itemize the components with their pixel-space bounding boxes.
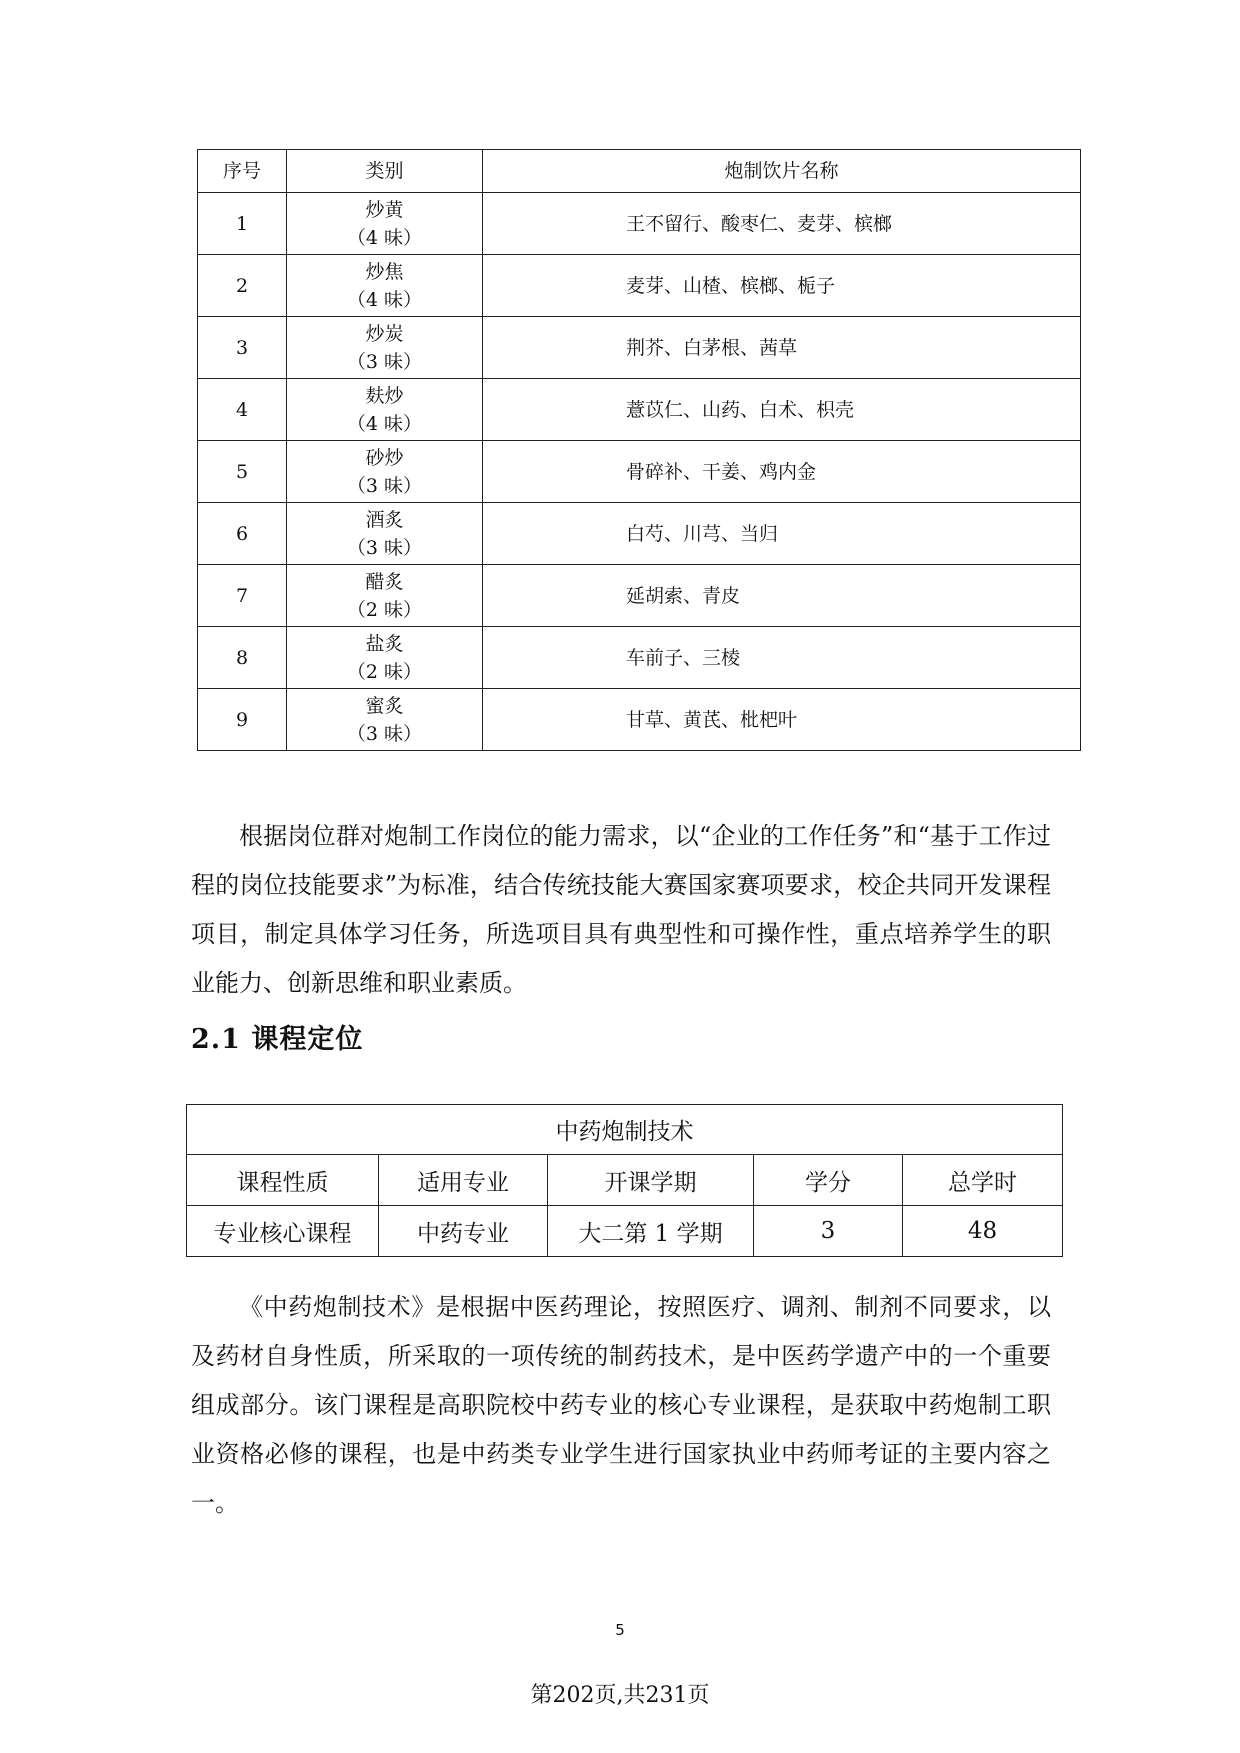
category-name: 盐炙 (365, 632, 404, 655)
course-title-row (187, 1105, 1063, 1155)
row-number: 8 (198, 627, 287, 689)
category-count: （3 味） (346, 474, 423, 497)
value-major: 中药专业 (379, 1206, 548, 1257)
category-name: 炒焦 (365, 260, 404, 283)
table-row (198, 255, 1081, 317)
row-category (287, 317, 483, 379)
row-number: 3 (198, 317, 287, 379)
row-category (287, 193, 483, 255)
category-count: （4 味） (346, 412, 423, 435)
header-cell-items: 炮制饮片名称 (483, 150, 1081, 193)
row-category (287, 255, 483, 317)
category-count: （4 味） (346, 288, 423, 311)
table-row (198, 441, 1081, 503)
row-number: 2 (198, 255, 287, 317)
category-count: （2 味） (346, 598, 423, 621)
row-category (287, 565, 483, 627)
row-category (287, 503, 483, 565)
row-number: 4 (198, 379, 287, 441)
table-row (198, 379, 1081, 441)
row-category (287, 441, 483, 503)
course-value-row (187, 1206, 1063, 1257)
row-items: 车前子、三棱 (483, 627, 1081, 689)
row-category (287, 689, 483, 751)
category-name: 炒黄 (365, 198, 404, 221)
row-number: 5 (198, 441, 287, 503)
value-credits: 3 (754, 1206, 903, 1257)
category-count: （3 味） (346, 536, 423, 559)
row-items: 白芍、川芎、当归 (483, 503, 1081, 565)
category-count: （4 味） (346, 226, 423, 249)
row-items: 麦芽、山楂、槟榔、栀子 (483, 255, 1081, 317)
header-major: 适用专业 (379, 1155, 548, 1206)
table-row (198, 627, 1081, 689)
processing-table (197, 149, 1081, 751)
row-category (287, 379, 483, 441)
row-items: 荆芥、白茅根、茜草 (483, 317, 1081, 379)
row-items: 延胡索、青皮 (483, 565, 1081, 627)
category-name: 酒炙 (365, 508, 404, 531)
header-credits: 学分 (754, 1155, 903, 1206)
value-course-type: 专业核心课程 (187, 1206, 379, 1257)
table-row (198, 689, 1081, 751)
row-items: 王不留行、酸枣仁、麦芽、槟榔 (483, 193, 1081, 255)
category-name: 炒炭 (365, 322, 404, 345)
category-count: （2 味） (346, 660, 423, 683)
header-course-type: 课程性质 (187, 1155, 379, 1206)
table-row (198, 193, 1081, 255)
page-footer: 第202页,共231页 (530, 1683, 710, 1708)
section-heading: 2.1 课程定位 (191, 1024, 364, 1055)
row-number: 6 (198, 503, 287, 565)
row-items: 薏苡仁、山药、白术、枳壳 (483, 379, 1081, 441)
header-hours: 总学时 (903, 1155, 1063, 1206)
course-header-row (187, 1155, 1063, 1206)
header-cell-number: 序号 (198, 150, 287, 193)
table-row (198, 503, 1081, 565)
value-semester: 大二第 1 学期 (548, 1206, 754, 1257)
table-header-row (198, 150, 1081, 193)
page-number: 5 (615, 1621, 625, 1639)
course-info-table (186, 1104, 1063, 1257)
category-name: 醋炙 (365, 570, 404, 593)
course-title: 中药炮制技术 (187, 1105, 1063, 1155)
row-items: 甘草、黄芪、枇杷叶 (483, 689, 1081, 751)
row-number: 7 (198, 565, 287, 627)
table-row (198, 565, 1081, 627)
category-name: 麸炒 (365, 384, 404, 407)
row-category (287, 627, 483, 689)
category-name: 砂炒 (365, 446, 404, 469)
category-count: （3 味） (346, 350, 423, 373)
header-cell-category: 类别 (287, 150, 483, 193)
category-count: （3 味） (346, 722, 423, 745)
row-number: 9 (198, 689, 287, 751)
row-number: 1 (198, 193, 287, 255)
table-row (198, 317, 1081, 379)
row-items: 骨碎补、干姜、鸡内金 (483, 441, 1081, 503)
body-paragraph: 《中药炮制技术》是根据中医药理论，按照医疗、调剂、制剂不同要求，以及药材自身性质，所采取的一项传统的制药技术，是中医药学遗产中的一个重要组成部分。该门课程是高职院校中药专业的核心专业课程，是获取中药炮制工职业资格必修的课程，也是中药类专业学生进行国家执业中药师考证的主要内容之一。 (191, 1293, 1051, 1517)
value-hours: 48 (903, 1206, 1063, 1257)
body-paragraph: 根据岗位群对炮制工作岗位的能力需求，以“企业的工作任务”和“基于工作过程的岗位技能要求”为标准，结合传统技能大赛国家赛项要求，校企共同开发课程项目，制定具体学习任务，所选项目具有典型性和可操作性，重点培养学生的职业能力、创新思维和职业素质。 (191, 822, 1051, 997)
header-semester: 开课学期 (548, 1155, 754, 1206)
category-name: 蜜炙 (365, 694, 404, 717)
